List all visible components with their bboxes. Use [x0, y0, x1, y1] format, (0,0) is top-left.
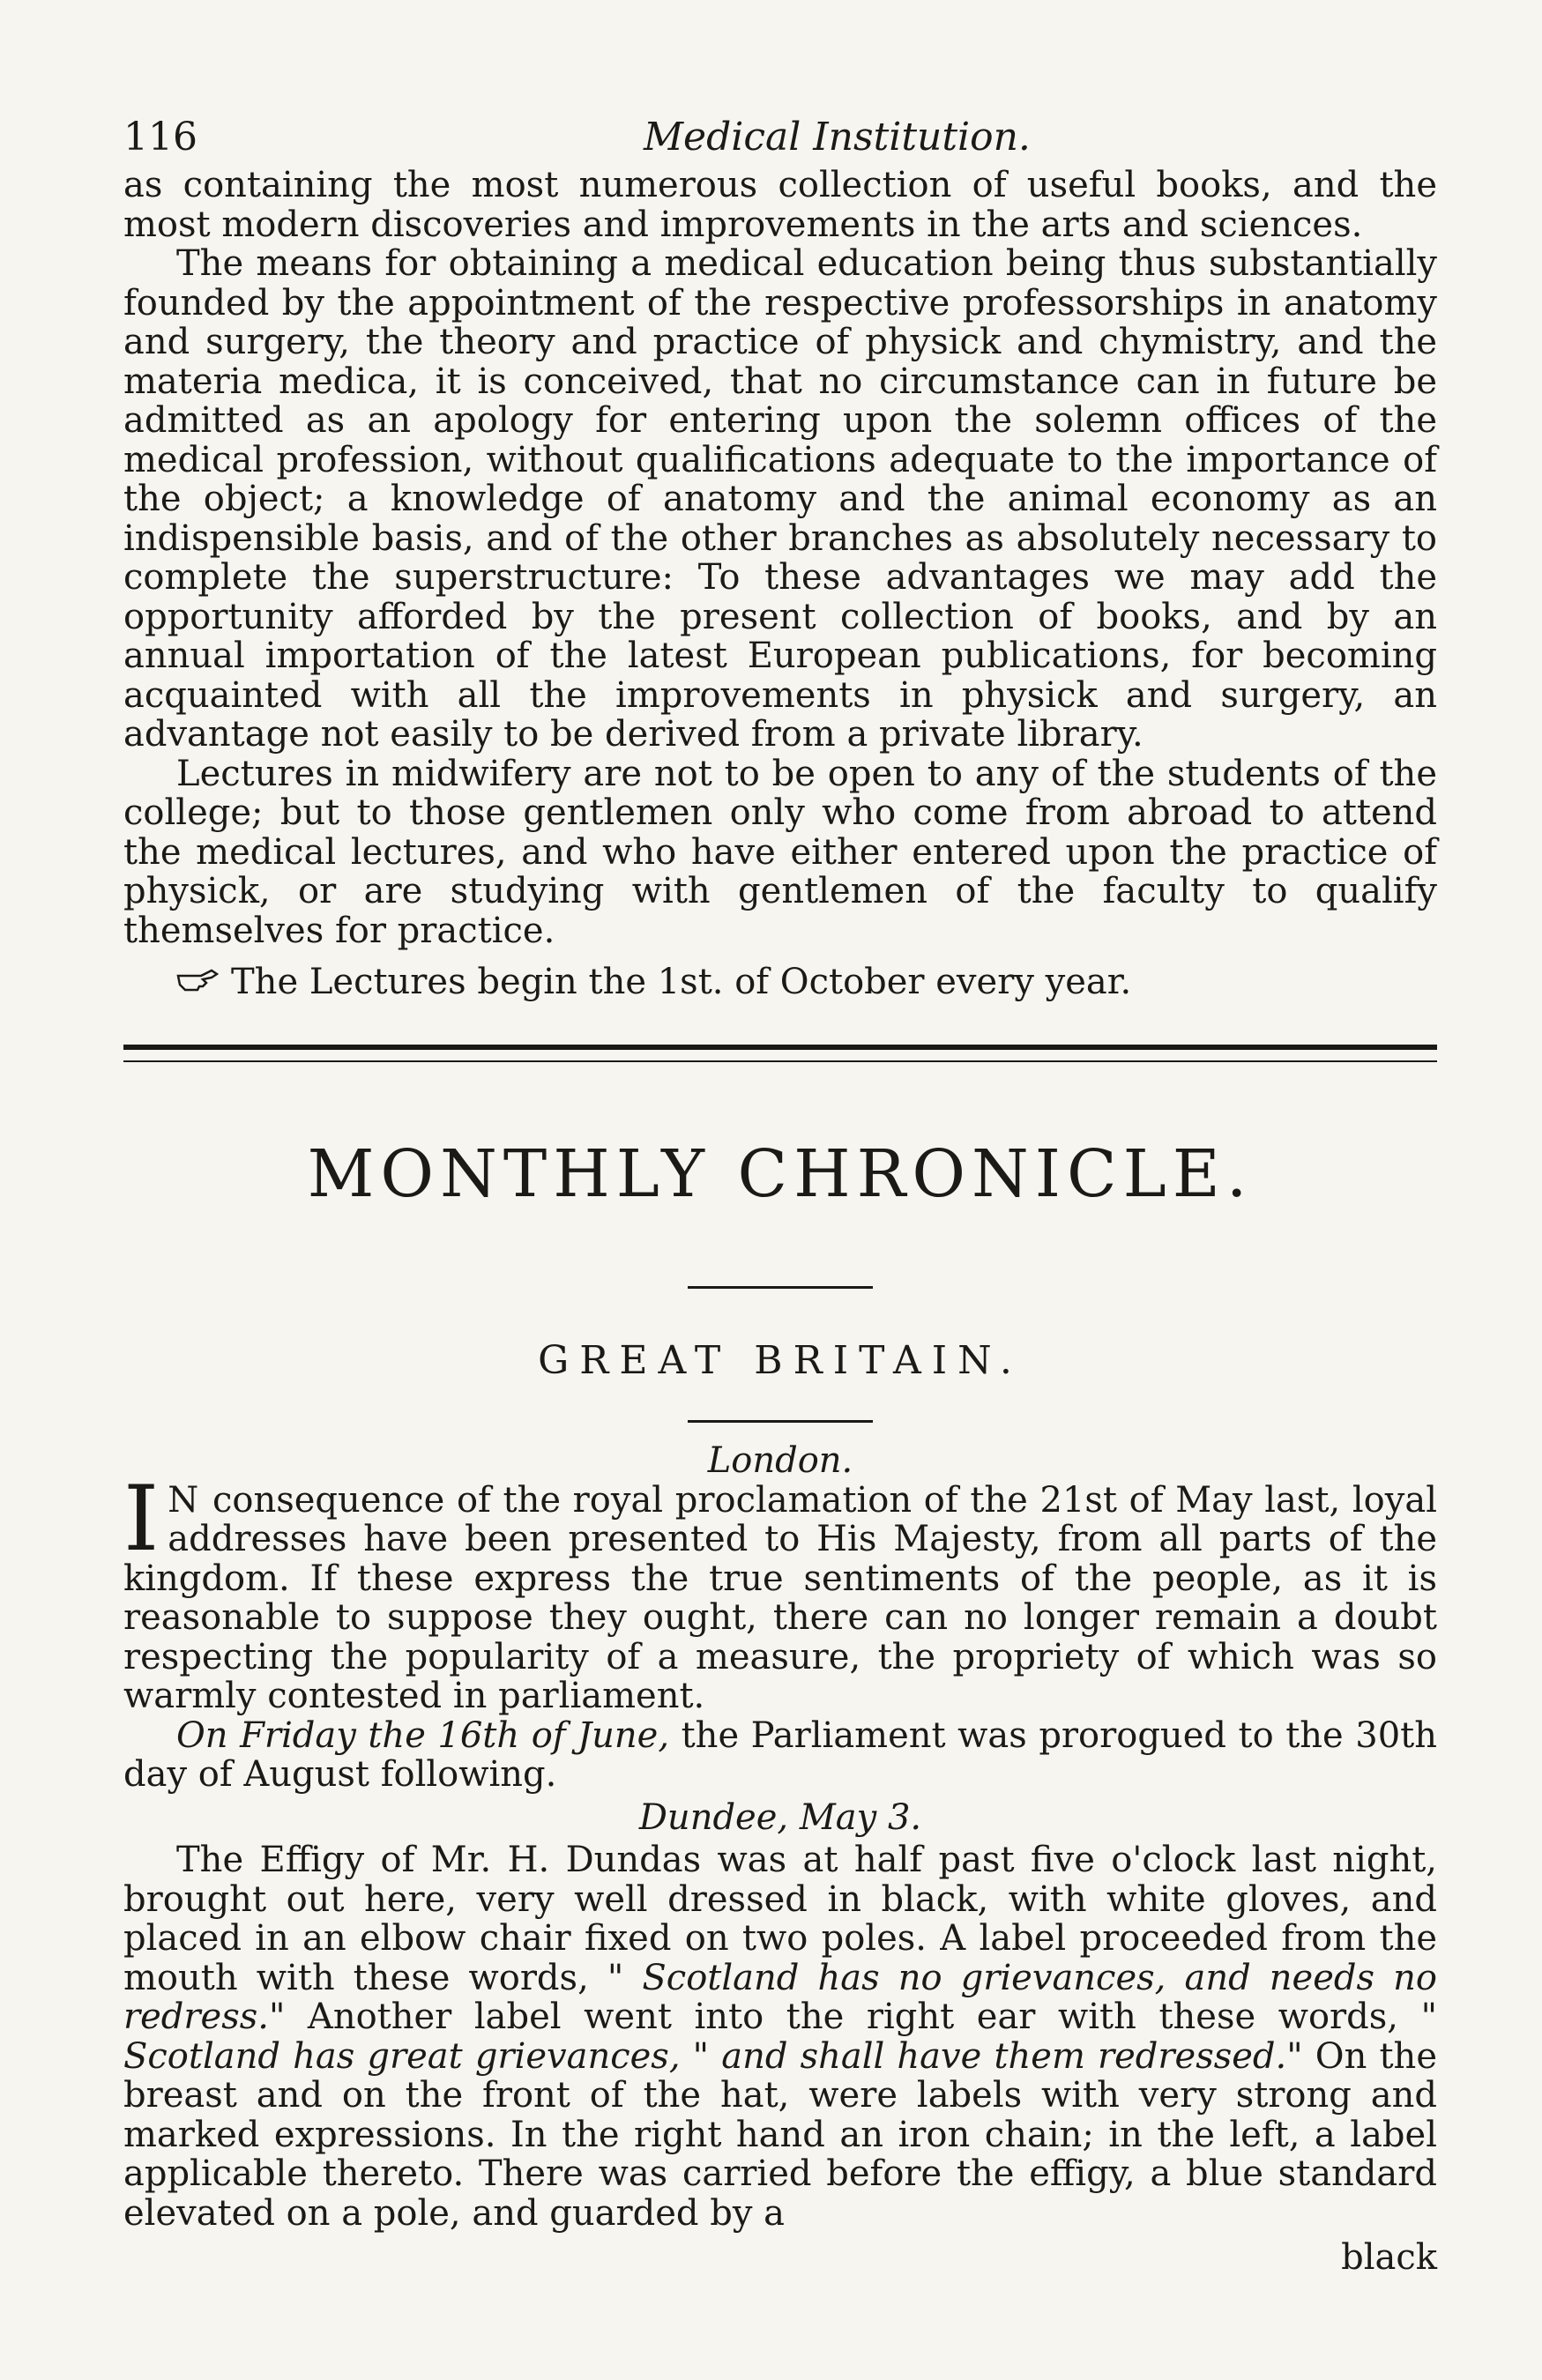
paragraph-continuation: as containing the most numerous collection of useful books, and the most modern discoveries and improvements in the arts and sciences.	[123, 165, 1437, 245]
dundee-text-3: On the breast and on the front of the hat, were labels with very strong and marked expressions. In the right hand an iron chain; in the left, a label applicable thereto. There was carried before the effigy, a blue standard elevated on a pole, and guarded by a	[123, 2035, 1437, 2234]
drop-cap: I	[123, 1466, 160, 1572]
lectures-note	[123, 963, 1437, 1002]
paragraph-prorogued	[123, 1716, 1437, 1795]
first-word: N	[168, 1479, 201, 1521]
catchword: black	[1341, 2237, 1437, 2278]
london-text: consequence of the royal proclamation of the 21st of May last, loyal addresses have been presented to His Majesty, from all parts of the kingdom. If these express the true sentiments of the people, as it is reasonable to suppose they ought, there can no longer remain a doubt respecting the popularity of a measure, the propriety of which was so warmly contested in parliament.	[123, 1479, 1437, 1716]
paragraph-midwifery-lectures: Lectures in midwifery are not to be open to any of the students of the college; but to those gentlemen only who come from abroad to attend the medical lectures, and who have either entered upon the practice of physick, or are studying with gentlemen of the faculty to qualify themselves for practice.	[123, 753, 1437, 951]
dundee-quote-2: " Scotland has great grievances, " and shall have them redressed."	[123, 1997, 1437, 2077]
section-title: MONTHLY CHRONICLE.	[307, 1135, 1254, 1212]
page-header	[123, 104, 1437, 166]
pointing-hand-icon	[176, 963, 222, 1002]
running-title: Medical Institution.	[644, 115, 1031, 160]
page-number: 116	[123, 115, 197, 160]
page	[123, 104, 1437, 2278]
paragraph-medical-education: The means for obtaining a medical education being thus substantially founded by the appointment of the respective professorships in anatomy and surgery, the theory and practice of physick and chymistry, and the materia medica, it is conceived, that no circumstance can in future be admitted as an apology for entering upon the solemn offices of the medical profession, without qualifications adequate to the importance of the object; a knowledge of anatomy and the animal economy as an indispensible basis, and of the other branches as absolutely necessary to complete the superstructure: To these advantages we may add the opportunity afforded by the present collection of books, and by an annual importation of the latest European publications, for becoming acquainted with all the improvements in physick and surgery, an advantage not easily to be derived from a private library.	[123, 243, 1437, 755]
country-heading: GREAT BRITAIN.	[538, 1337, 1023, 1383]
prorogued-text: the Parliament was prorogued to the 30th day of August following.	[123, 1714, 1437, 1795]
lectures-note-text: The Lectures begin the 1st. of October every year.	[231, 962, 1132, 1002]
prorogued-date: On Friday the 16th of June,	[176, 1714, 670, 1756]
section-divider	[123, 1045, 1437, 1062]
country-rule	[688, 1420, 873, 1423]
dateline-dundee: Dundee, May 3.	[638, 1796, 922, 1838]
title-rule	[688, 1286, 873, 1289]
paragraph-london	[123, 1466, 1437, 1716]
chronicle-body	[123, 1466, 1437, 2278]
dundee-text-1: The Effigy of Mr. H. Dundas was at half past five o'clock last night, brought out here, very well dressed in black, with white gloves, and placed in an elbow chair fixed on two poles. A label proceeded from the mouth with these words,	[123, 1840, 1437, 1998]
place-heading-london: London.	[707, 1439, 853, 1481]
paragraph-dundee	[123, 1841, 1437, 2233]
dundee-text-2: Another label went into the right ear with these words,	[285, 1997, 1421, 2037]
dundee-quote-1: " Scotland has no grievances, and needs no redress."	[123, 1957, 1437, 2037]
article-body	[123, 166, 1437, 1002]
